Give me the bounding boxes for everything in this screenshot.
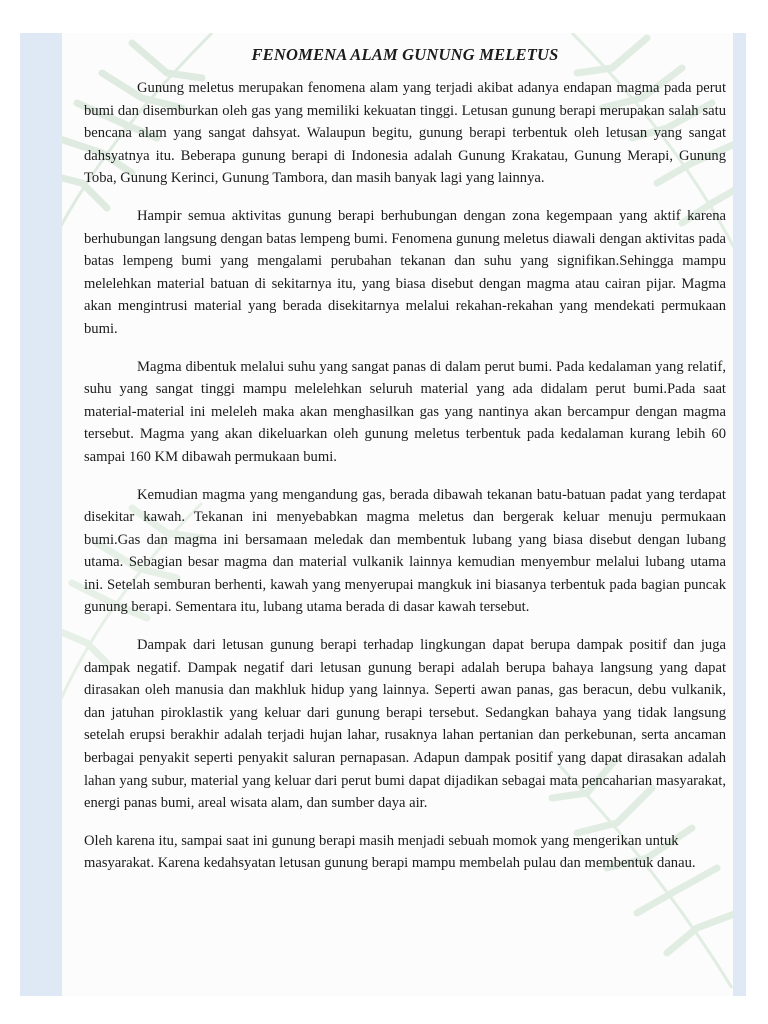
paragraph-3: Magma dibentuk melalui suhu yang sangat panas di dalam perut bumi. Pada kedalaman yang relatif, suhu yang sangat tinggi mampu melelehkan seluruh material yang ada didalam perut bumi.Pada saat material-material ini meleleh maka akan menghasilkan gas yang nantinya akan bercampur dengan magma tersebut. Magma yang akan dikeluarkan oleh gunung meletus terbentuk pada kedalaman kurang lebih 60 sampai 160 KM dibawah permukaan bumi. — [84, 358, 726, 465]
paragraph-5: Dampak dari letusan gunung berapi terhadap lingkungan dapat berupa dampak positif dan juga dampak negatif. Dampak negatif dari letusan gunung berapi adalah berupa bahaya langsung yang dapat dirasakan oleh manusia dan makhluk hidup yang lainnya. Seperti awan panas, gas beracun, debu vulkanik, dan jatuhan piroklastik yang keluar dari gunung berapi tersebut. Sedangkan bahaya yang tidak langsung setelah erupsi berakhir adalah terjadi hujan lahar, rusaknya lahan pertanian dan perkebunan, serta ancaman berbagai penyakit seperti penyakit saluran pernapasan. Adapun dampak positif yang dapat dirasakan adalah lahan yang subur, material yang keluar dari perut bumi dapat dijadikan sebagai mata pencaharian masyarakat, energi panas bumi, areal wisata alam, dan sumber daya air. — [84, 637, 726, 812]
document-title: FENOMENA ALAM GUNUNG MELETUS — [251, 45, 559, 64]
paragraph-2: Hampir semua aktivitas gunung berapi berhubungan dengan zona kegempaan yang aktif karena berhubungan langsung dengan batas lempeng bumi. Fenomena gunung meletus diawali dengan aktivitas pada batas lempeng bumi yang mengalami perubahan tekanan dan suhu yang signifikan.Sehingga mampu melelehkan material batuan di sekitarnya itu, yang biasa disebut dengan magma atau cairan pijar. Magma akan mengintrusi material yang berada disekitarnya melalui rekahan-rekahan yang mendekati permukaan bumi. — [84, 207, 726, 337]
document-content — [84, 45, 726, 890]
document-page — [62, 33, 733, 996]
paragraph-1: Gunung meletus merupakan fenomena alam yang terjadi akibat adanya endapan magma pada perut bumi dan disemburkan oleh gas yang memiliki kekuatan tinggi. Letusan gunung berapi merupakan salah satu bencana alam yang sangat dahsyat. Walaupun begitu, gunung berapi terbentuk oleh letusan yang sangat dahsyatnya itu. Beberapa gunung berapi di Indonesia adalah Gunung Krakatau, Gunung Merapi, Gunung Toba, Gunung Kerinci, Gunung Tambora, dan masih banyak lagi yang lainnya. — [84, 80, 726, 187]
paragraph-6: Oleh karena itu, sampai saat ini gunung berapi masih menjadi sebuah momok yang mengerikan untuk masyarakat. Karena kedahsyatan letusan gunung berapi mampu membelah pulau dan membentuk danau. — [84, 832, 696, 872]
page-frame — [20, 33, 746, 996]
paragraph-4: Kemudian magma yang mengandung gas, berada dibawah tekanan batu-batuan padat yang terdapat disekitar kawah. Tekanan ini menyebabkan magma meletus dan bergerak keluar menuju permukaan bumi.Gas dan magma ini bersamaan meledak dan membentuk lubang yang biasa disebut dengan lubang utama. Sebagian besar magma dan material vulkanik lainnya kemudian menyembur melalui lubang utama ini. Setelah semburan berhenti, kawah yang menyerupai mangkuk ini biasanya terbentuk pada bagian puncak gunung berapi. Sementara itu, lubang utama berada di dasar kawah tersebut. — [84, 486, 726, 616]
